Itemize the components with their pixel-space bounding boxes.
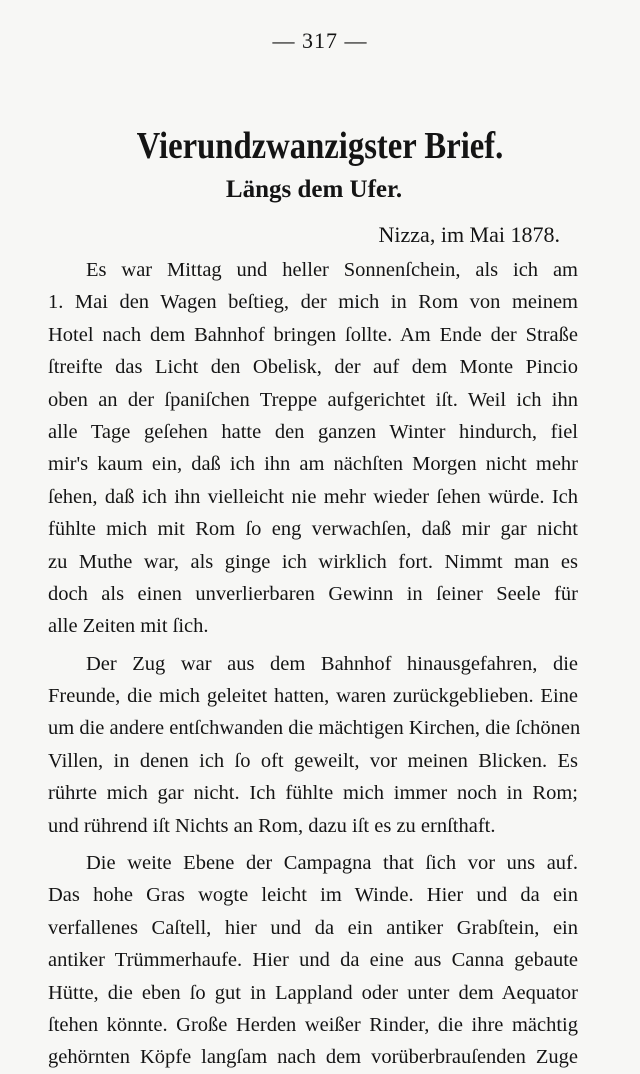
text-line: Hotel nach dem Bahnhof bringen ſollte. Am Ende der Straße bbox=[48, 323, 578, 346]
text-line: fühlte mich mit Rom ſo eng verwachſen, daß mir gar nicht bbox=[48, 518, 578, 541]
text-line: und rührend iſt Nichts an Rom, dazu iſt es zu ernſthaft. bbox=[48, 814, 496, 837]
text-line: oben an der ſpaniſchen Treppe aufgerichtet iſt. Weil ich ihn bbox=[48, 388, 578, 411]
text-line: Villen, in denen ich ſo oft geweilt, vor meinen Blicken. Es bbox=[48, 749, 578, 772]
text-line: Das hohe Gras wogte leicht im Winde. Hier und da ein bbox=[48, 884, 578, 907]
text-line: um die andere entſchwanden die mächtigen Kirchen, die ſchönen bbox=[48, 717, 581, 740]
text-line: doch als einen unverlierbaren Gewinn in ſeiner Seele für bbox=[48, 582, 578, 605]
text-line: rührte mich gar nicht. Ich fühlte mich immer noch in Rom; bbox=[48, 782, 578, 805]
text-line: gehörnten Köpfe langſam nach dem vorüberbrauſenden Zuge bbox=[48, 1046, 578, 1069]
text-line: ſtreifte das Licht den Obelisk, der auf dem Monte Pincio bbox=[48, 356, 578, 379]
text-line: Hütte, die eben ſo gut in Lappland oder unter dem Aequator bbox=[48, 981, 578, 1004]
chapter-title: Vierundzwanzigster Brief. bbox=[136, 125, 504, 167]
page-number: — 317 — bbox=[272, 28, 368, 53]
text-line: alle Tage geſehen hatte den ganzen Winter hindurch, fiel bbox=[48, 420, 578, 443]
text-line: ſehen, daß ich ihn vielleicht nie mehr wieder ſehen würde. Ich bbox=[48, 485, 578, 508]
text-line: antiker Trümmerhaufe. Hier und da eine aus Canna gebaute bbox=[48, 949, 578, 972]
dateline: Nizza, im Mai 1878. bbox=[378, 222, 560, 247]
text-line: mir's kaum ein, daß ich ihn am nächſten Morgen nicht mehr bbox=[48, 453, 578, 476]
text-line: zu Muthe war, als ginge ich wirklich fort. Nimmt man es bbox=[48, 550, 578, 573]
text-line: verfallenes Caſtell, hier und da ein antiker Grabſtein, ein bbox=[48, 916, 578, 939]
text-line: Es war Mittag und heller Sonnenſchein, als ich am bbox=[86, 259, 578, 281]
chapter-subtitle: Längs dem Ufer. bbox=[225, 176, 403, 203]
text-line: Die weite Ebene der Campagna that ſich vor uns auf. bbox=[86, 852, 578, 875]
text-line: alle Zeiten mit ſich. bbox=[48, 615, 209, 638]
text-line: ſtehen könnte. Große Herden weißer Rinder, die ihre mächtig bbox=[48, 1013, 578, 1036]
text-line: Freunde, die mich geleitet hatten, waren zurückgeblieben. Eine bbox=[48, 685, 578, 708]
text-line: 1. Mai den Wagen beſtieg, der mich in Rom von meinem bbox=[48, 291, 578, 314]
body-text bbox=[48, 254, 581, 1074]
text-line: Der Zug war aus dem Bahnhof hinausgefahren, die bbox=[86, 652, 578, 675]
